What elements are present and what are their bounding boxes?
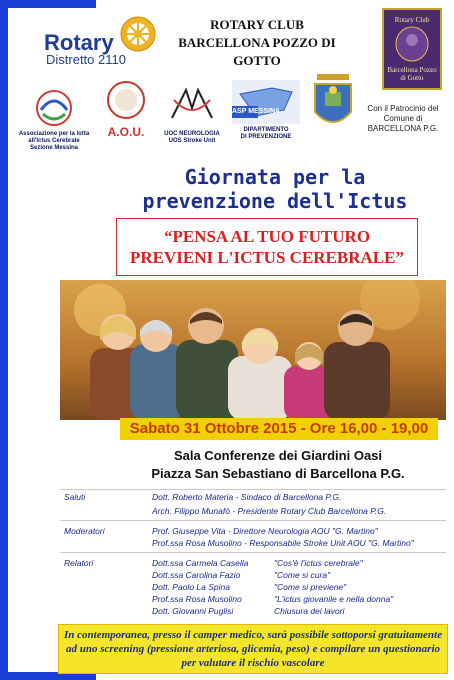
title-line-2: prevenzione dell'Ictus <box>142 189 408 213</box>
family-photo-image <box>60 280 446 420</box>
patronage-text <box>356 104 450 134</box>
patron-line-1: Con il Patrocinio del <box>367 104 439 113</box>
relatore-topic-1: "Cos'è l'ictus cerebrale" <box>274 558 363 568</box>
sicily-map-icon <box>232 80 300 124</box>
notice-line-3: per valutare il rischio vascolare <box>181 657 325 669</box>
title-line-1: Giornata per la <box>184 165 366 189</box>
relatori-label: Relatori <box>64 558 94 568</box>
rotary-wordmark: Rotary <box>44 30 114 55</box>
relatore-name-1: Dott.ssa Carmela Casella <box>152 558 249 568</box>
moderatori-row-2: Prof.ssa Rosa Musolino - Responsabile Stroke Unit AOU "G. Martino" <box>152 538 414 548</box>
relatore-topic-2: "Come si cura" <box>274 570 331 580</box>
club-line-1: ROTARY CLUB <box>210 17 304 32</box>
slogan-box <box>116 218 418 276</box>
event-date-time: Sabato 31 Ottobre 2015 - Ore 16,00 - 19,00 <box>120 418 438 440</box>
family-photo <box>60 280 446 420</box>
asp-caption-1: DIPARTIMENTO <box>243 127 289 133</box>
relatore-name-4: Prof.ssa Rosa Musolino <box>152 594 242 604</box>
moderatori-row-1: Prof. Giuseppe Vita - Direttore Neurologia AOU "G. Martino" <box>152 526 378 536</box>
alice-caption-2: all'Ictus Cerebrale <box>28 138 80 144</box>
event-title <box>96 165 454 213</box>
relatore-name-3: Dott. Paolo La Spina <box>152 582 230 592</box>
relatore-name-5: Dott. Giovanni Puglisi <box>152 606 234 616</box>
divider <box>60 489 446 490</box>
venue-box <box>128 442 428 484</box>
notice-line-1: In contemporanea, presso il camper medico, sarà possibile sottoporsi gratuitamente <box>64 629 442 641</box>
venue-line-2: Piazza San Sebastiano di Barcellona P.G. <box>151 466 405 481</box>
neuro-caption-2: UOS Stroke Unit <box>168 138 216 144</box>
aou-icon <box>100 80 152 126</box>
relatore-topic-5: Chiusura dei lavori <box>274 606 345 616</box>
aou-logo <box>96 80 156 139</box>
badge-emblem-icon <box>390 24 434 64</box>
rotary-wheel-icon <box>118 14 158 54</box>
venue-line-1: Sala Conferenze dei Giardini Oasi <box>173 448 383 463</box>
relatore-topic-4: "L'ictus giovanile e nella donna" <box>274 594 394 604</box>
club-title <box>162 16 352 70</box>
patron-line-3: BARCELLONA P.G. <box>367 124 439 133</box>
slogan-line-2: PREVIENI L'ICTUS CEREBRALE” <box>130 248 404 267</box>
program-section <box>60 486 450 622</box>
alice-caption-3: Sezione Messina <box>29 145 79 151</box>
badge-bottom-text: Barcellona Pozzo di Gotto <box>387 66 437 82</box>
neurologia-icon <box>164 80 220 128</box>
saluti-row-1: Dott. Roberto Materia - Sindaco di Barcellona P.G. <box>152 492 342 502</box>
district-label: Distretto 2110 <box>46 52 126 67</box>
coat-of-arms-icon <box>311 70 355 136</box>
comune-crest <box>310 70 356 139</box>
alice-caption-1: Associazione per la lotta <box>18 131 90 137</box>
screening-notice <box>58 624 448 674</box>
moderatori-label: Moderatori <box>64 526 105 536</box>
badge-top-text: Rotary Club <box>394 16 430 24</box>
divider <box>60 552 446 553</box>
alice-logo <box>12 88 96 152</box>
asp-caption-2: DI PREVENZIONE <box>240 134 292 140</box>
asp-text: ASP MESSINA <box>232 108 281 115</box>
relatore-topic-3: "Come si previene" <box>274 582 347 592</box>
club-line-2: BARCELLONA POZZO DI GOTTO <box>178 35 336 68</box>
alice-icon <box>31 88 77 128</box>
saluti-row-2: Arch. Filippo Munafò - Presidente Rotary Club Barcellona P.G. <box>152 506 387 516</box>
saluti-label: Saluti <box>64 492 86 502</box>
slogan-line-1: “PENSA AL TUO FUTURO <box>163 227 371 246</box>
asp-logo <box>230 80 302 141</box>
patron-line-2: Comune di <box>383 114 423 123</box>
aou-text: A.O.U. <box>107 125 145 139</box>
relatore-name-2: Dott.ssa Carolina Fazio <box>152 570 241 580</box>
divider <box>60 520 446 521</box>
neuro-caption-1: UOC NEUROLOGIA <box>164 131 220 137</box>
club-badge-image <box>382 8 442 90</box>
notice-line-2: ad uno screening (pressione arteriosa, glicemia, peso) e compilare un questionario <box>65 643 440 655</box>
neurologia-logo <box>158 80 226 145</box>
